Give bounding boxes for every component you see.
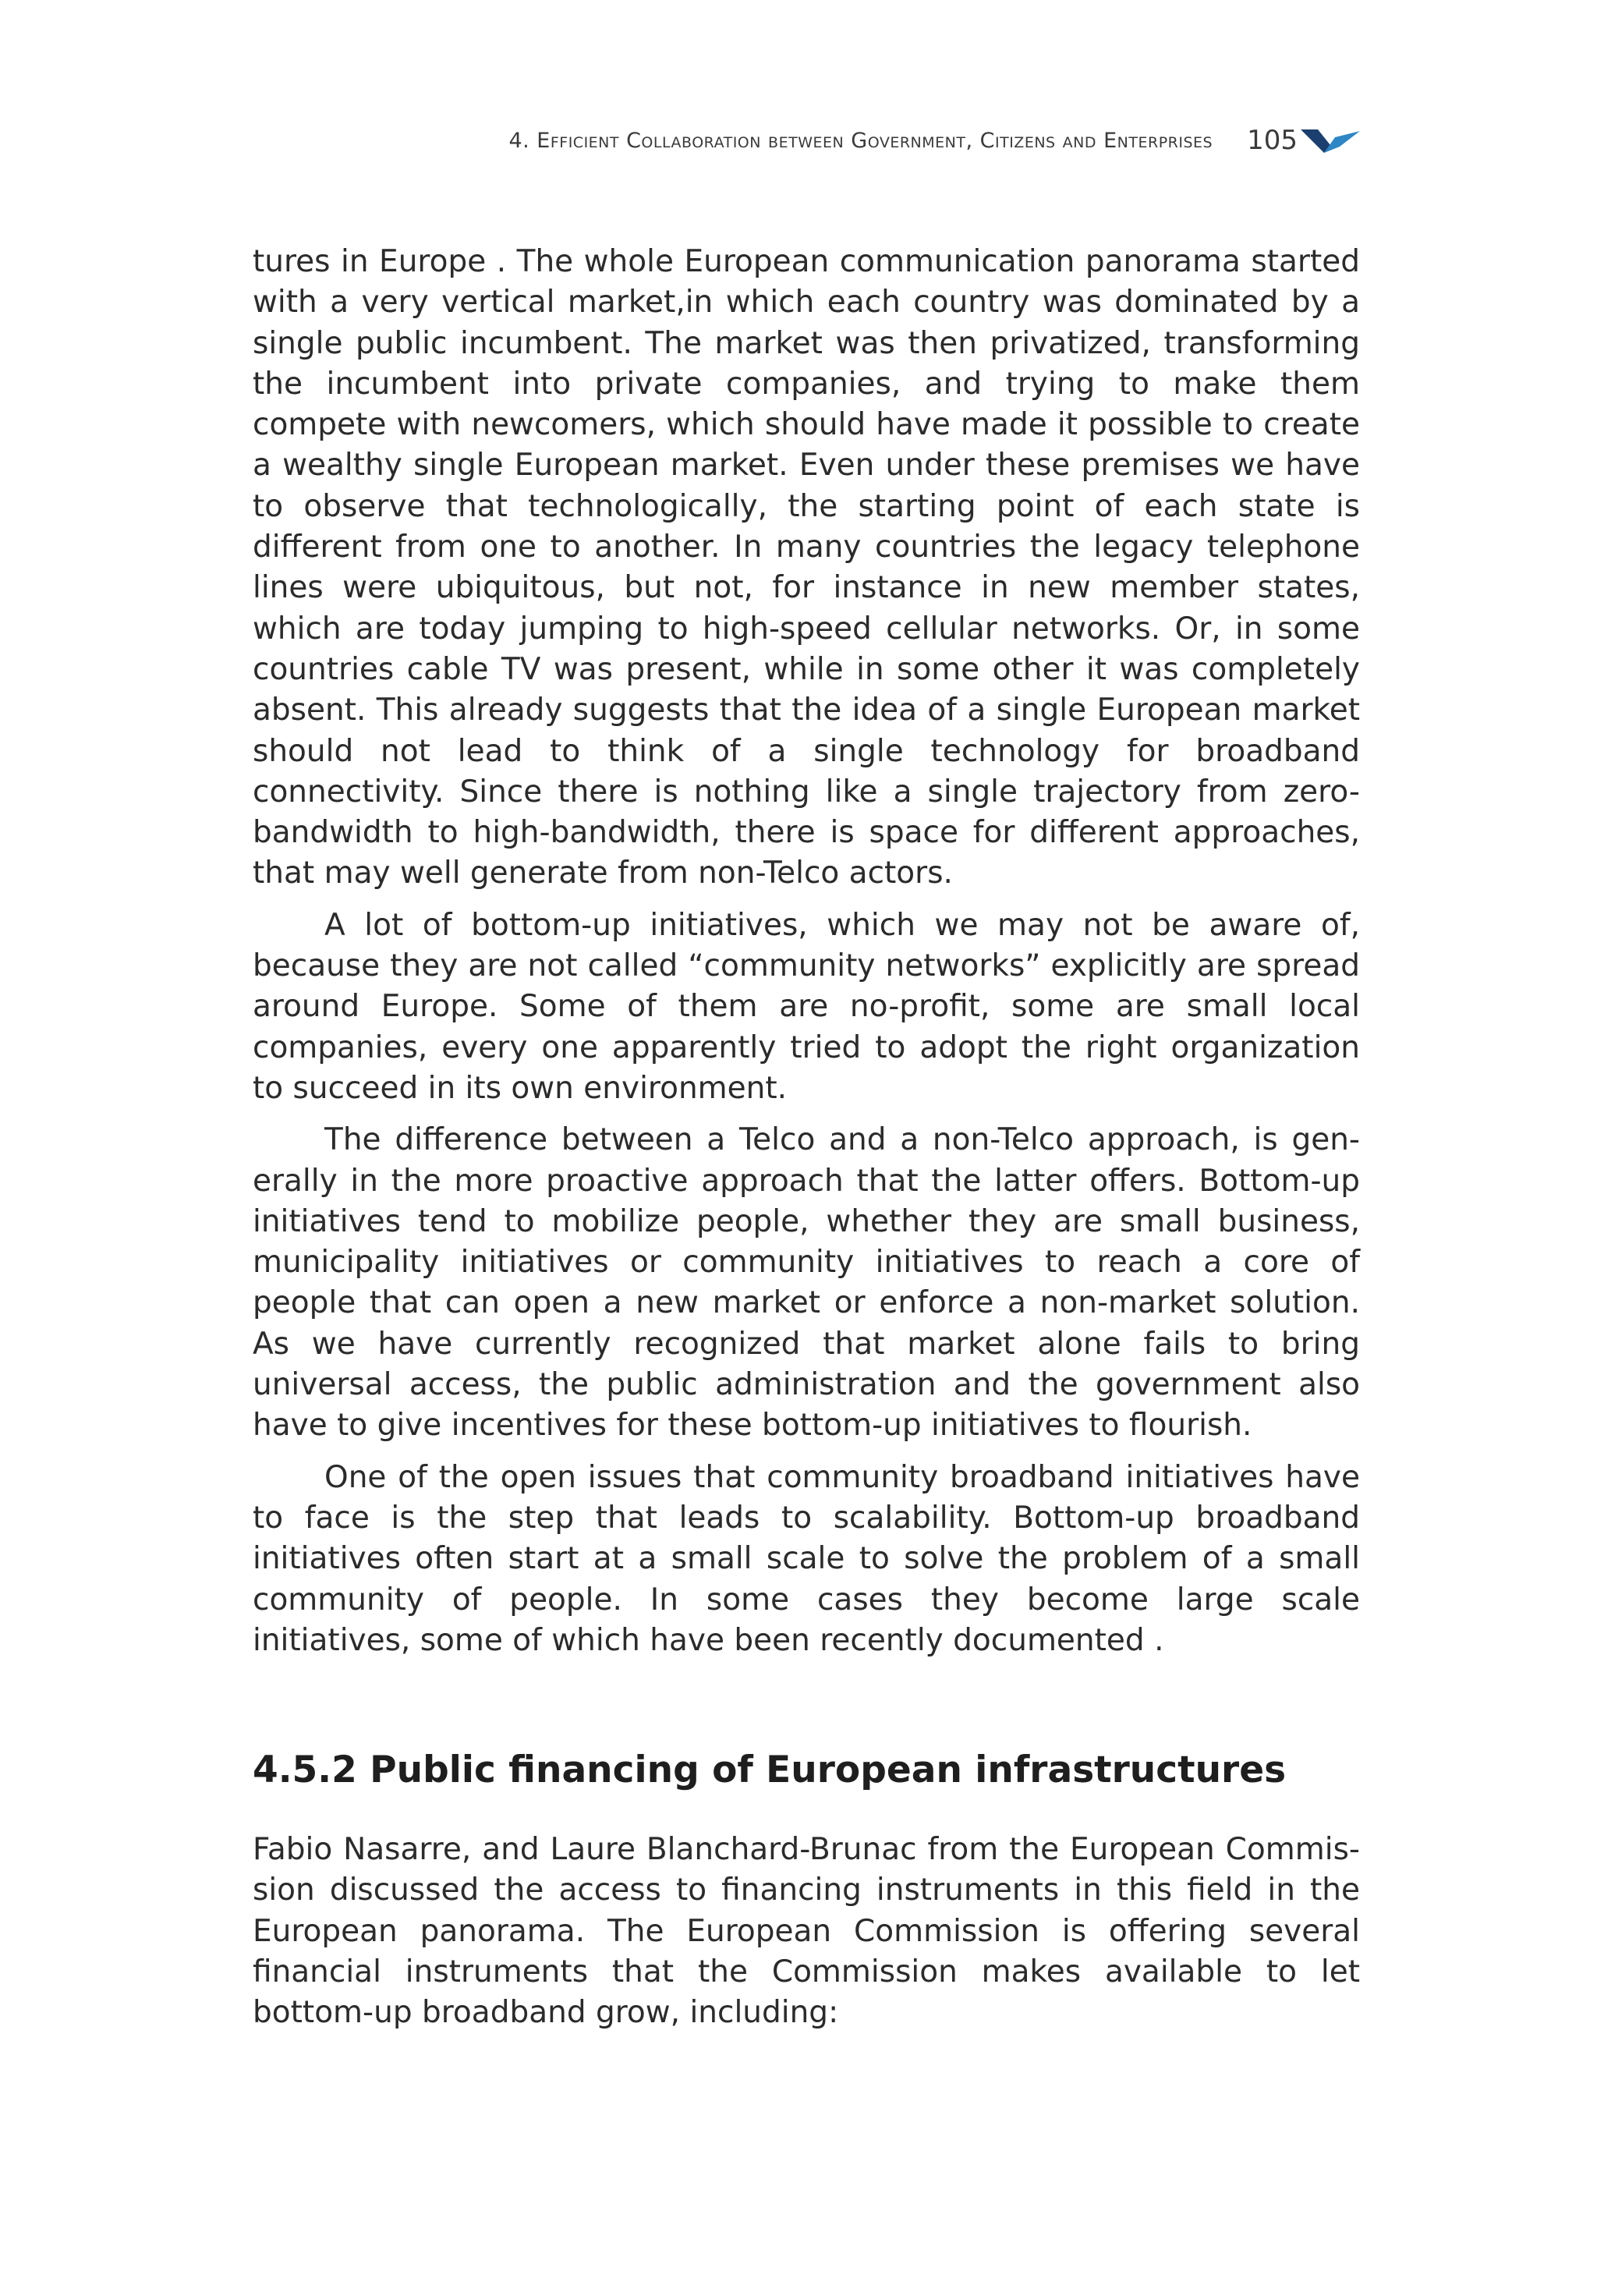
page-body [253, 242, 1360, 2045]
section-heading: 4.5.2 Public financing of European infrastructures [253, 1749, 1287, 1792]
paragraph-bottom-up-initiatives: A lot of bottom-up initiatives, which we may not be aware of, because they are not called “community networks” explicitly are spread around Europe. Some of them are no-profit, some are small local companies, every one apparently tried to adopt the right organization to succeed in its own environment. [253, 907, 1360, 1106]
paragraph-scalability: One of the open issues that community broadband initiatives have to face is the step that leads to scalability. Bottom-up broadband initiatives often start at a small scale to solve the problem of a small community of people. In some cases they become large scale initiatives, some of which have been recently documented . [253, 1459, 1360, 1658]
running-title: 4. Efficient Collaboration between Government, Citizens and Enterprises [508, 128, 1213, 153]
paragraph-telco-difference: The difference between a Telco and a non-Telco approach, is generally in the more proactive approach that the latter offers. Bottom-up initiatives tend to mobilize people, whether they are small business, municipality initiatives or community initiatives to reach a core of people that can open a new market or enforce a non-market solution. As we have currently recognized that market alone fails to bring universal access, the public administration and the government also have to give incentives for these bottom-up initiatives to flourish. [253, 1122, 1360, 1444]
running-header [253, 117, 1360, 164]
paragraph-public-financing: Fabio Nasarre, and Laure Blanchard-Brunac from the European Commission discussed the access to financing instruments in this field in the European panorama. The European Commission is offering several financial instruments that the Commission makes available to let bottom-up broadband grow, including: [253, 1832, 1360, 2031]
page-number: 105 [1247, 125, 1298, 156]
paragraph-continued: tures in Europe . The whole European communication panorama started with a very vertical market,in which each country was dominated by a single public incumbent. The market was then privatized, transforming the incumbent into private companies, and trying to make them compete with newcomers, which should have made it possible to create a wealthy single European market. Even under these premises we have to observe that technologically, the starting point of each state is different from one to another. In many countries the legacy telephone lines were ubiquitous, but not, for instance in new member states, which are today jumping to high-speed cellular networks. Or, in some countries cable TV was present, while in some other it was completely absent. This already suggests that the idea of a single European market should not lead to think of a single technology for broadband connectivity. Since there is nothing like a single trajectory from zero-bandwidth to high-bandwidth, there is space for different approaches, that may well generate from non-Telco actors. [253, 244, 1360, 891]
blue-chevron-logo-icon [1301, 126, 1360, 154]
